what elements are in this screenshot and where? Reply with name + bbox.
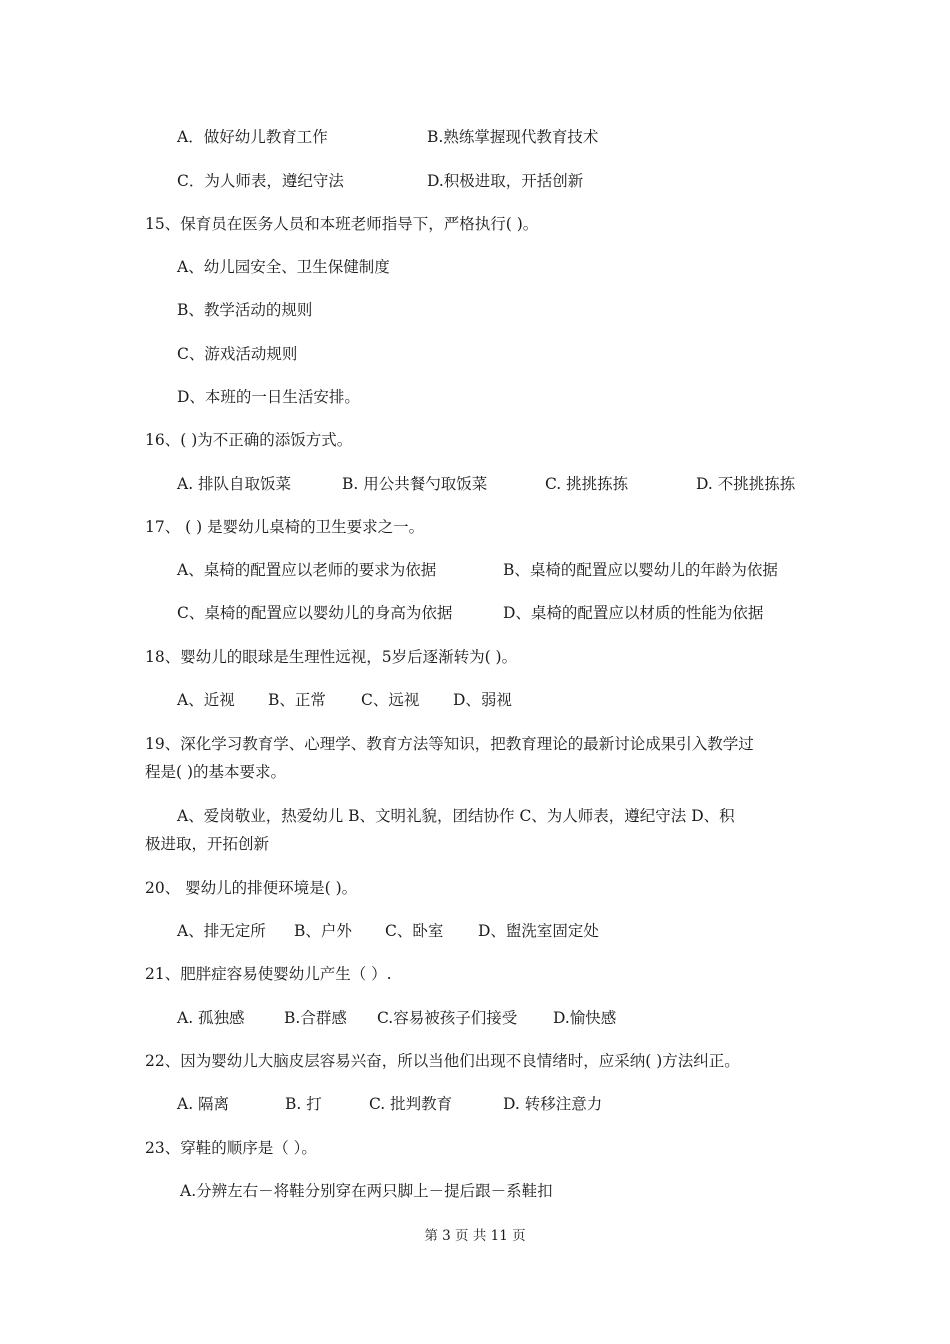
q22-stem: 22、因为婴幼儿大脑皮层容易兴奋，所以当他们出现不良情绪时，应采纳( )方法纠正。 — [145, 1052, 740, 1070]
q18-option-b: B、正常 — [268, 691, 326, 709]
q19-stem-line1: 19、深化学习教育学、心理学、教育方法等知识，把教育理论的最新讨论成果引入教学过 — [145, 735, 754, 753]
q14-option-b: B.熟练掌握现代教育技术 — [427, 128, 599, 146]
q18-option-d: D、弱视 — [453, 691, 512, 709]
q23-option-a: A.分辨左右－将鞋分别穿在两只脚上－提后跟－系鞋扣 — [180, 1182, 553, 1200]
q15-option-b: B、教学活动的规则 — [177, 301, 313, 319]
q23-stem: 23、穿鞋的顺序是（ ）。 — [145, 1139, 317, 1157]
q19-options-line2: 极进取，开拓创新 — [145, 835, 270, 853]
q16-option-a: A. 排队自取饭菜 — [177, 475, 292, 493]
q19-stem-line2: 程是( )的基本要求。 — [145, 763, 287, 781]
q17-option-d: D、桌椅的配置应以材质的性能为依据 — [503, 604, 764, 622]
q21-option-c: C.容易被孩子们接受 — [377, 1009, 518, 1027]
q20-option-d: D、盥洗室固定处 — [478, 922, 599, 940]
q19-options-line1: A、爱岗敬业，热爱幼儿 B、文明礼貌，团结协作 C、为人师表，遵纪守法 D、积 — [177, 807, 735, 825]
q16-stem: 16、( )为不正确的添饭方式。 — [145, 431, 353, 449]
q15-option-c: C、游戏活动规则 — [177, 345, 298, 363]
page-footer: 第 3 页 共 11 页 — [424, 1228, 526, 1244]
q22-option-c: C. 批判教育 — [369, 1095, 453, 1113]
q17-stem: 17、 ( ) 是婴幼儿桌椅的卫生要求之一。 — [145, 518, 425, 536]
q21-option-a: A. 孤独感 — [177, 1009, 245, 1027]
q20-stem: 20、 婴幼儿的排便环境是( )。 — [145, 879, 358, 897]
q22-option-a: A. 隔离 — [177, 1095, 230, 1113]
q22-option-d: D. 转移注意力 — [503, 1095, 603, 1113]
q14-option-c: C．为人师表，遵纪守法 — [177, 172, 344, 190]
q15-stem: 15、保育员在医务人员和本班老师指导下，严格执行( )。 — [145, 215, 539, 233]
q16-option-b: B. 用公共餐勺取饭菜 — [342, 475, 488, 493]
q17-option-c: C、桌椅的配置应以婴幼儿的身高为依据 — [177, 604, 453, 622]
q17-option-a: A、桌椅的配置应以老师的要求为依据 — [177, 561, 437, 579]
q18-option-c: C、远视 — [361, 691, 420, 709]
q15-option-d: D、本班的一日生活安排。 — [177, 388, 360, 406]
q16-option-c: C. 挑挑拣拣 — [545, 475, 629, 493]
q17-option-b: B、桌椅的配置应以婴幼儿的年龄为依据 — [503, 561, 778, 579]
q16-option-d: D. 不挑挑拣拣 — [696, 475, 796, 493]
q18-option-a: A、近视 — [177, 691, 235, 709]
q21-option-b: B.合群感 — [284, 1009, 347, 1027]
q20-option-c: C、卧室 — [385, 922, 444, 940]
q21-option-d: D.愉快感 — [553, 1009, 617, 1027]
q15-option-a: A、幼儿园安全、卫生保健制度 — [177, 258, 390, 276]
q14-option-d: D.积极进取，开括创新 — [427, 172, 584, 190]
q21-stem: 21、肥胖症容易使婴幼儿产生（ ）. — [145, 965, 392, 983]
q20-option-b: B、户外 — [294, 922, 352, 940]
q18-stem: 18、婴幼儿的眼球是生理性远视，5岁后逐渐转为( )。 — [145, 648, 518, 666]
q22-option-b: B. 打 — [285, 1095, 322, 1113]
q14-option-a: A．做好幼儿教育工作 — [177, 128, 328, 146]
q20-option-a: A、排无定所 — [177, 922, 266, 940]
